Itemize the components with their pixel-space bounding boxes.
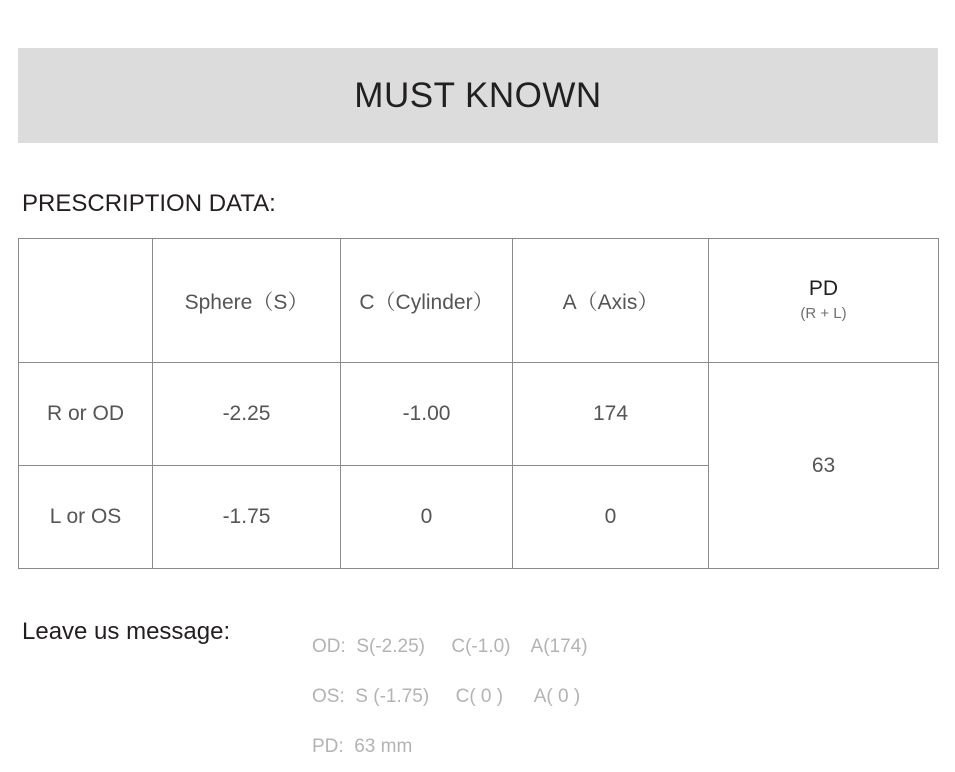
cell-right-axis: 174 xyxy=(513,363,709,466)
row-label-right-eye: R or OD xyxy=(19,363,153,466)
cell-left-axis: 0 xyxy=(513,466,709,569)
row-label-left-eye: L or OS xyxy=(19,466,153,569)
section-title: PRESCRIPTION DATA: xyxy=(22,190,276,217)
table-row xyxy=(19,363,939,466)
header-pd-main: PD xyxy=(808,277,839,301)
message-line-od: OD: S(-2.25) C(-1.0) A(174) xyxy=(312,636,588,657)
message-line-pd: PD: 63 mm xyxy=(312,736,413,757)
header-blank xyxy=(19,239,153,363)
header-sphere: Sphere（S） xyxy=(153,239,341,363)
header-pd-sub: (R + L) xyxy=(800,305,847,323)
cell-right-sphere: -2.25 xyxy=(153,363,341,466)
cell-left-sphere: -1.75 xyxy=(153,466,341,569)
cell-left-cylinder: 0 xyxy=(341,466,513,569)
header-cylinder: C（Cylinder） xyxy=(341,239,513,363)
message-line-os: OS: S (-1.75) C( 0 ) A( 0 ) xyxy=(312,686,581,707)
table-header-row xyxy=(19,239,939,363)
header-axis: A（Axis） xyxy=(513,239,709,363)
banner-title: MUST KNOWN xyxy=(354,75,602,115)
cell-right-cylinder: -1.00 xyxy=(341,363,513,466)
leave-message-example xyxy=(312,622,588,772)
header-pd xyxy=(709,239,939,363)
prescription-table xyxy=(18,238,939,569)
banner xyxy=(18,48,938,143)
cell-pd-value: 63 xyxy=(709,363,939,569)
leave-message-label: Leave us message: xyxy=(22,618,231,645)
